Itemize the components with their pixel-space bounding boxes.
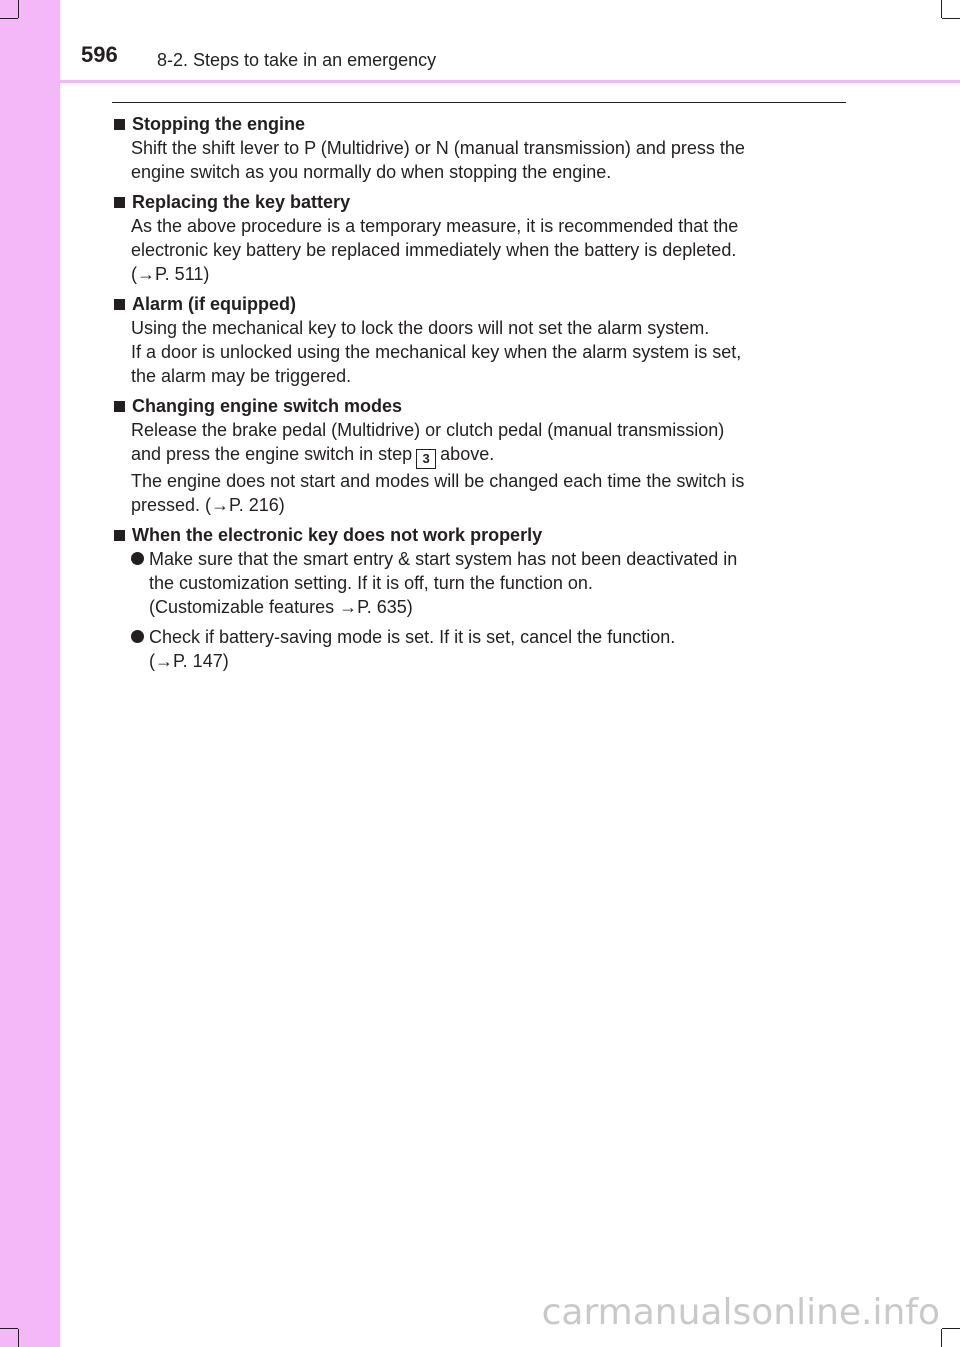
body-line: the customization setting. If it is off, turn the function on. xyxy=(149,573,593,593)
body-line xyxy=(131,442,846,469)
section-heading xyxy=(112,112,846,136)
heading-text: Alarm (if equipped) xyxy=(132,294,297,314)
body-line: Using the mechanical key to lock the doors will not set the alarm system. xyxy=(131,318,710,338)
body-line: If a door is unlocked using the mechanical key when the alarm system is set, xyxy=(131,342,742,362)
section-heading xyxy=(112,523,846,547)
header-divider xyxy=(60,80,960,83)
body-line: The engine does not start and modes will be changed each time the switch is xyxy=(131,471,745,491)
step-number-box: 3 xyxy=(416,449,436,469)
section-engine-switch-modes xyxy=(112,394,846,517)
bullet-text xyxy=(149,547,846,619)
section-body xyxy=(112,418,846,517)
bullet-item xyxy=(112,547,846,619)
section-alarm xyxy=(112,292,846,388)
heading-text: Replacing the key battery xyxy=(132,192,351,212)
page-reference[interactable]: (→P. 147) xyxy=(149,651,229,671)
crop-mark xyxy=(942,18,960,19)
page-reference[interactable]: pressed. (→P. 216) xyxy=(131,495,285,515)
crop-mark xyxy=(0,1328,18,1329)
body-line: electronic key battery be replaced immediately when the battery is depleted. xyxy=(131,240,737,260)
heading-text: Changing engine switch modes xyxy=(132,396,403,416)
body-line: As the above procedure is a temporary measure, it is recommended that the xyxy=(131,216,739,236)
square-bullet-icon xyxy=(114,197,125,208)
square-bullet-icon xyxy=(114,401,125,412)
body-line: Make sure that the smart entry & start system has not been deactivated in xyxy=(149,549,738,569)
square-bullet-icon xyxy=(114,530,125,541)
section-replacing-battery xyxy=(112,190,846,286)
bullet-text xyxy=(149,625,846,673)
section-body xyxy=(112,214,846,286)
crop-mark xyxy=(942,1328,960,1329)
heading-text: Stopping the engine xyxy=(132,114,305,134)
section-key-not-working xyxy=(112,523,846,673)
page-number: 596 xyxy=(81,42,118,67)
body-line: the alarm may be triggered. xyxy=(131,366,352,386)
body-line: engine switch as you normally do when stopping the engine. xyxy=(131,162,612,182)
heading-text: When the electronic key does not work properly xyxy=(132,525,543,545)
section-heading xyxy=(112,394,846,418)
page-reference[interactable]: (Customizable features →P. 635) xyxy=(149,597,413,617)
crop-mark xyxy=(0,18,18,19)
content-top-rule xyxy=(112,102,846,103)
section-body xyxy=(112,136,846,184)
bullet-item xyxy=(112,625,846,673)
left-color-band xyxy=(0,0,60,1347)
body-line: Check if battery-saving mode is set. If it is set, cancel the function. xyxy=(149,627,676,647)
body-line: Release the brake pedal (Multidrive) or clutch pedal (manual transmission) xyxy=(131,420,725,440)
crop-mark xyxy=(18,0,19,18)
body-text-fragment: and press the engine switch in step xyxy=(131,444,413,464)
round-bullet-icon xyxy=(131,630,144,643)
section-body xyxy=(112,316,846,388)
round-bullet-icon xyxy=(131,552,144,565)
page-content xyxy=(112,112,846,679)
body-text-fragment: above. xyxy=(440,444,495,464)
crop-mark xyxy=(941,0,942,18)
body-line: Shift the shift lever to P (Multidrive) or N (manual transmission) and press the xyxy=(131,138,745,158)
section-stopping-engine xyxy=(112,112,846,184)
square-bullet-icon xyxy=(114,119,125,130)
section-heading xyxy=(112,292,846,316)
crop-mark xyxy=(941,1329,942,1347)
crop-mark xyxy=(18,1329,19,1347)
page-reference[interactable]: (→P. 511) xyxy=(131,264,210,284)
section-heading xyxy=(112,190,846,214)
section-title: 8-2. Steps to take in an emergency xyxy=(157,50,437,70)
watermark: carmanualsonline.info xyxy=(541,1292,940,1333)
square-bullet-icon xyxy=(114,299,125,310)
